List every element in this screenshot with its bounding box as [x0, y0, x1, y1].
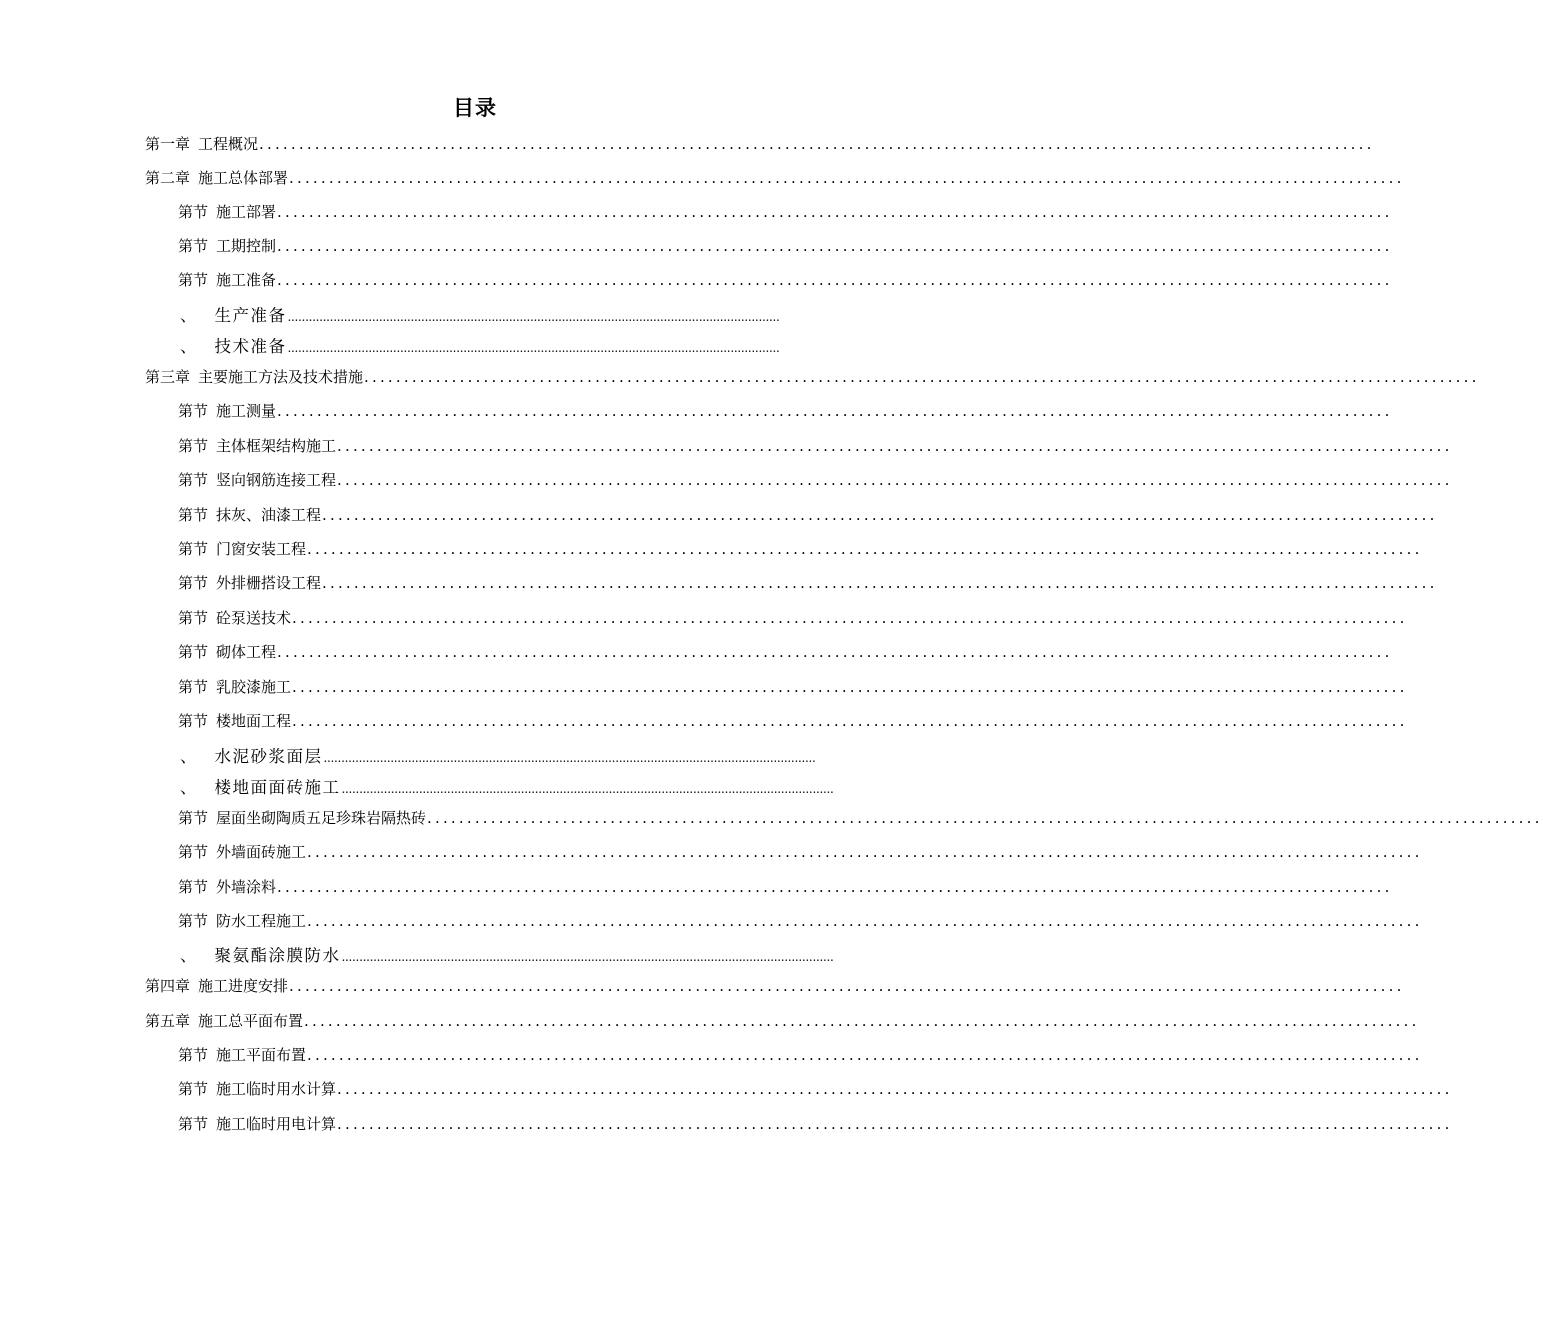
toc-entry-section[interactable]	[178, 538, 1423, 560]
toc-entry-number: 第三章	[145, 368, 191, 386]
dot-leader: ............................................................................................................................................	[277, 203, 1393, 221]
toc-entry-title: 屋面坐砌陶质五足珍珠岩隔热砖	[216, 809, 427, 827]
dot-leader: ............................................................................................................................................	[337, 471, 1453, 489]
dot-leader: ............................................................................................................................................	[292, 609, 1408, 627]
toc-entry-sub[interactable]	[180, 776, 834, 800]
toc-entry-number: 第节	[178, 678, 209, 696]
toc-entry-section[interactable]	[178, 400, 1393, 422]
toc-entry-number: 第节	[178, 271, 209, 289]
dot-leader: ............................................................................................................................................	[307, 1046, 1423, 1064]
toc-entry-number: 第节	[178, 912, 209, 930]
dot-leader: ............................................................................................................................................	[292, 678, 1408, 696]
dot-leader: ............................................................................................................................................	[322, 506, 1438, 524]
toc-entry-number: 第节	[178, 643, 209, 661]
dot-leader: ............................................................................................................................................	[287, 310, 780, 324]
toc-entry-number: 第节	[178, 843, 209, 861]
toc-entry-section[interactable]	[178, 910, 1423, 932]
toc-entry-number: 第节	[178, 203, 209, 221]
toc-entry-chapter[interactable]	[145, 133, 1375, 155]
toc-entry-section[interactable]	[178, 1078, 1453, 1100]
toc-entry-section[interactable]	[178, 201, 1393, 223]
toc-entry-title: 主体框架结构施工	[216, 437, 337, 455]
toc-entry-number: 、	[180, 747, 197, 766]
toc-entry-section[interactable]	[178, 676, 1408, 698]
toc-entry-title: 砼泵送技术	[216, 609, 292, 627]
toc-entry-title: 楼地面工程	[216, 712, 292, 730]
toc-entry-title: 主要施工方法及技术措施	[198, 368, 364, 386]
toc-entry-number: 第节	[178, 1046, 209, 1064]
dot-leader: ............................................................................................................................................	[289, 977, 1405, 995]
dot-leader: ............................................................................................................................................	[337, 1080, 1453, 1098]
toc-entry-sub[interactable]	[180, 745, 822, 769]
toc-entry-title: 外排栅搭设工程	[216, 574, 322, 592]
toc-entry-title: 施工临时用水计算	[216, 1080, 337, 1098]
toc-entry-number: 、	[180, 306, 197, 325]
toc-entry-number: 、	[180, 946, 197, 965]
dot-leader: ............................................................................................................................................	[307, 540, 1423, 558]
toc-entry-title: 施工平面布置	[216, 1046, 307, 1064]
toc-entry-number: 第节	[178, 1115, 209, 1133]
toc-entry-number: 第节	[178, 402, 209, 420]
toc-entry-section[interactable]	[178, 807, 1543, 829]
dot-leader: ............................................................................................................................................	[277, 878, 1393, 896]
toc-entry-title: 生产准备	[214, 306, 287, 325]
dot-leader: ............................................................................................................................................	[277, 237, 1393, 255]
toc-entry-section[interactable]	[178, 572, 1438, 594]
toc-entry-title: 工程概况	[198, 135, 259, 153]
dot-leader: ............................................................................................................................................	[259, 135, 1375, 153]
toc-entry-number: 第节	[178, 506, 209, 524]
dot-leader: ............................................................................................................................................	[304, 1012, 1420, 1030]
toc-entry-chapter[interactable]	[145, 1010, 1420, 1032]
toc-entry-number: 第一章	[145, 135, 191, 153]
dot-leader: ............................................................................................................................................	[427, 809, 1543, 827]
toc-entry-section[interactable]	[178, 607, 1408, 629]
toc-entry-section[interactable]	[178, 710, 1408, 732]
dot-leader: ............................................................................................................................................	[277, 402, 1393, 420]
dot-leader: ............................................................................................................................................	[337, 1115, 1453, 1133]
toc-entry-title: 施工测量	[216, 402, 277, 420]
dot-leader: ............................................................................................................................................	[277, 643, 1393, 661]
dot-leader: ............................................................................................................................................	[322, 574, 1438, 592]
toc-entry-number: 第二章	[145, 169, 191, 187]
toc-entry-title: 聚氨酯涂膜防水	[214, 946, 341, 965]
toc-entry-sub[interactable]	[180, 335, 822, 359]
toc-entry-title: 乳胶漆施工	[216, 678, 292, 696]
dot-leader: ............................................................................................................................................	[277, 271, 1393, 289]
dot-leader: ............................................................................................................................................	[292, 712, 1408, 730]
toc-entry-section[interactable]	[178, 641, 1393, 663]
dot-leader: ............................................................................................................................................	[307, 843, 1423, 861]
toc-entry-title: 施工进度安排	[198, 977, 289, 995]
toc-entry-number: 、	[180, 778, 197, 797]
toc-title: 目录	[453, 95, 497, 120]
toc-entry-number: 第节	[178, 878, 209, 896]
toc-entry-section[interactable]	[178, 1113, 1453, 1135]
toc-entry-section[interactable]	[178, 1044, 1423, 1066]
toc-entry-section[interactable]	[178, 876, 1393, 898]
toc-entry-section[interactable]	[178, 235, 1393, 257]
toc-entry-title: 门窗安装工程	[216, 540, 307, 558]
toc-entry-number: 第节	[178, 809, 209, 827]
toc-entry-number: 第节	[178, 471, 209, 489]
dot-leader: ............................................................................................................................................	[337, 437, 1453, 455]
toc-entry-chapter[interactable]	[145, 167, 1405, 189]
toc-entry-number: 、	[180, 337, 197, 356]
toc-entry-section[interactable]	[178, 435, 1453, 457]
toc-entry-sub[interactable]	[180, 304, 822, 328]
toc-entry-number: 第节	[178, 437, 209, 455]
toc-entry-number: 第五章	[145, 1012, 191, 1030]
toc-entry-title: 技术准备	[214, 337, 287, 356]
toc-entry-title: 外墙涂料	[216, 878, 277, 896]
toc-entry-number: 第四章	[145, 977, 191, 995]
toc-entry-title: 施工总平面布置	[198, 1012, 304, 1030]
toc-entry-title: 施工准备	[216, 271, 277, 289]
toc-entry-number: 第节	[178, 237, 209, 255]
dot-leader: ............................................................................................................................................	[307, 912, 1423, 930]
dot-leader: ............................................................................................................................................	[323, 751, 816, 765]
toc-entry-title: 砌体工程	[216, 643, 277, 661]
toc-entry-title: 楼地面面砖施工	[214, 778, 341, 797]
toc-entry-section[interactable]	[178, 504, 1438, 526]
toc-entry-title: 工期控制	[216, 237, 277, 255]
toc-entry-number: 第节	[178, 540, 209, 558]
toc-entry-number: 第节	[178, 1080, 209, 1098]
toc-entry-title: 施工临时用电计算	[216, 1115, 337, 1133]
dot-leader: ............................................................................................................................................	[364, 368, 1480, 386]
toc-entry-title: 施工总体部署	[198, 169, 289, 187]
toc-entry-title: 竖向钢筋连接工程	[216, 471, 337, 489]
toc-entry-title: 抹灰、油漆工程	[216, 506, 322, 524]
toc-entry-chapter[interactable]	[145, 366, 1480, 388]
toc-entry-title: 外墙面砖施工	[216, 843, 307, 861]
toc-entry-section[interactable]	[178, 841, 1423, 863]
dot-leader: ............................................................................................................................................	[289, 169, 1405, 187]
toc-entry-chapter[interactable]	[145, 975, 1405, 997]
toc-entry-sub[interactable]	[180, 944, 834, 968]
toc-entry-number: 第节	[178, 609, 209, 627]
toc-entry-section[interactable]	[178, 269, 1393, 291]
toc-entry-section[interactable]	[178, 469, 1453, 491]
toc-entry-title: 施工部署	[216, 203, 277, 221]
toc-entry-number: 第节	[178, 712, 209, 730]
dot-leader: ............................................................................................................................................	[287, 341, 780, 355]
dot-leader: ............................................................................................................................................	[341, 782, 834, 796]
toc-entry-number: 第节	[178, 574, 209, 592]
dot-leader: ............................................................................................................................................	[341, 950, 834, 964]
toc-entry-title: 防水工程施工	[216, 912, 307, 930]
toc-entry-title: 水泥砂浆面层	[214, 747, 323, 766]
